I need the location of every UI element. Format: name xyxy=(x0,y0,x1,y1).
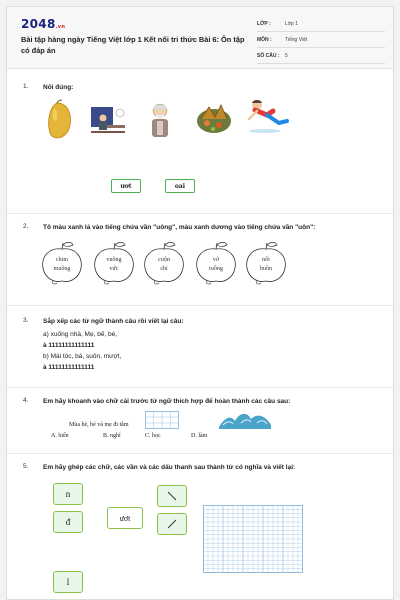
question-text: Nối đúng: xyxy=(43,84,74,91)
question-number: 2. xyxy=(23,223,29,230)
logo-main: 2048 xyxy=(21,17,56,31)
section-divider xyxy=(7,213,394,214)
meta-value: 5 xyxy=(285,53,288,59)
old-man-picture xyxy=(145,101,175,141)
question-2 xyxy=(21,223,383,303)
answer-line-a[interactable]: à 11111111111111 xyxy=(43,342,95,349)
option-a[interactable]: A. biển xyxy=(51,433,69,439)
meta-value: Tiếng Việt xyxy=(285,37,308,43)
question-3 xyxy=(21,317,383,387)
question-number: 4. xyxy=(23,397,29,404)
question-number: 5. xyxy=(23,463,29,470)
site-logo[interactable] xyxy=(21,17,65,31)
sea-wave-picture xyxy=(217,411,273,431)
fruit-card[interactable] xyxy=(193,241,239,285)
fruit-word-line1: vuông xyxy=(106,257,122,263)
question-number: 3. xyxy=(23,317,29,324)
question-text: Em hãy khoanh vào chữ cái trước từ ngữ thích hợp để hoàn thành các câu sau: xyxy=(43,398,291,405)
option-d[interactable]: D. làm xyxy=(191,433,208,439)
meta-row-count xyxy=(257,49,385,64)
person-at-desk-picture xyxy=(89,105,129,139)
worksheet-title: Bài tập hàng ngày Tiếng Việt lớp 1 Kết nối tri thức Bài 6: Ôn tập có đáp án xyxy=(21,35,245,55)
question-4 xyxy=(21,397,383,453)
question-5 xyxy=(21,463,383,599)
logo-suffix: .vn xyxy=(55,24,66,30)
meta-row-subject xyxy=(257,33,385,48)
fruit-word-line2: chỉ xyxy=(160,266,168,272)
section-divider xyxy=(7,453,394,454)
fruit-word-line1: nỗi xyxy=(262,257,270,263)
tile-n[interactable]: n xyxy=(53,483,83,505)
fruit-card[interactable] xyxy=(91,241,137,285)
section-divider xyxy=(7,387,394,388)
answer-grid[interactable] xyxy=(145,411,179,429)
meta-label: MÔN : xyxy=(257,37,272,43)
acute-mark-icon xyxy=(165,517,179,531)
fruit-card[interactable] xyxy=(243,241,289,285)
scramble-line-b: b) Mái tóc, bà, suôn, mượt, xyxy=(43,353,122,360)
worksheet-header xyxy=(7,7,394,69)
word-card-oai[interactable]: oai xyxy=(165,179,195,193)
tile-acute-mark[interactable] xyxy=(157,513,187,535)
question-text: Tô màu xanh lá vào tiếng chứa vần "uông", màu xanh dương vào tiếng chứa vần "uôn": xyxy=(43,224,316,231)
fruit-word-line2: muông xyxy=(53,266,71,272)
fruit-card[interactable] xyxy=(39,241,85,285)
fruit-word-line1: chim xyxy=(56,257,68,263)
fruit-word-line2: buồn xyxy=(260,266,272,272)
question-1 xyxy=(21,83,383,203)
meta-label: LỚP : xyxy=(257,21,271,27)
tile-uot[interactable]: ươt xyxy=(107,507,143,529)
fruit-word-line1: vở xyxy=(212,257,220,263)
fill-sentence: Mùa hè, bé và mẹ đi tắm xyxy=(69,422,129,428)
scramble-line-a: a) xuống nhà, Mẹ, bế, bé, xyxy=(43,331,118,338)
sliding-boy-picture xyxy=(243,97,289,137)
grave-mark-icon xyxy=(165,489,179,503)
word-card-uot[interactable]: ươt xyxy=(111,179,141,193)
tile-grave-mark[interactable] xyxy=(157,485,187,507)
option-c[interactable]: C. học xyxy=(145,433,161,439)
question-text: Em hãy ghép các chữ, các vần và các dấu thanh sau thành từ có nghĩa và viết lại: xyxy=(43,464,296,471)
option-b[interactable]: B. nghỉ xyxy=(103,433,121,439)
meta-info xyxy=(257,17,385,65)
meta-row-class xyxy=(257,17,385,32)
meta-label: SỐ CÂU : xyxy=(257,53,280,59)
writing-grid[interactable] xyxy=(203,505,303,573)
fried-food-picture xyxy=(195,99,233,137)
section-divider xyxy=(7,305,394,306)
fruit-word-line2: vức xyxy=(109,266,119,272)
question-number: 1. xyxy=(23,83,29,90)
meta-value: Lớp 1 xyxy=(285,21,299,27)
fruit-word-line1: cuộn xyxy=(158,257,170,263)
tile-d[interactable]: đ xyxy=(53,511,83,533)
fruit-card[interactable] xyxy=(141,241,187,285)
mango-picture xyxy=(45,99,75,141)
answer-line-b[interactable]: à 11111111111111 xyxy=(43,364,95,371)
tile-l[interactable]: l xyxy=(53,571,83,593)
worksheet-page xyxy=(6,6,394,600)
question-text: Sắp xếp các từ ngữ thành câu rồi viết lại câu: xyxy=(43,318,184,325)
fruit-word-line2: tuồng xyxy=(209,266,223,272)
